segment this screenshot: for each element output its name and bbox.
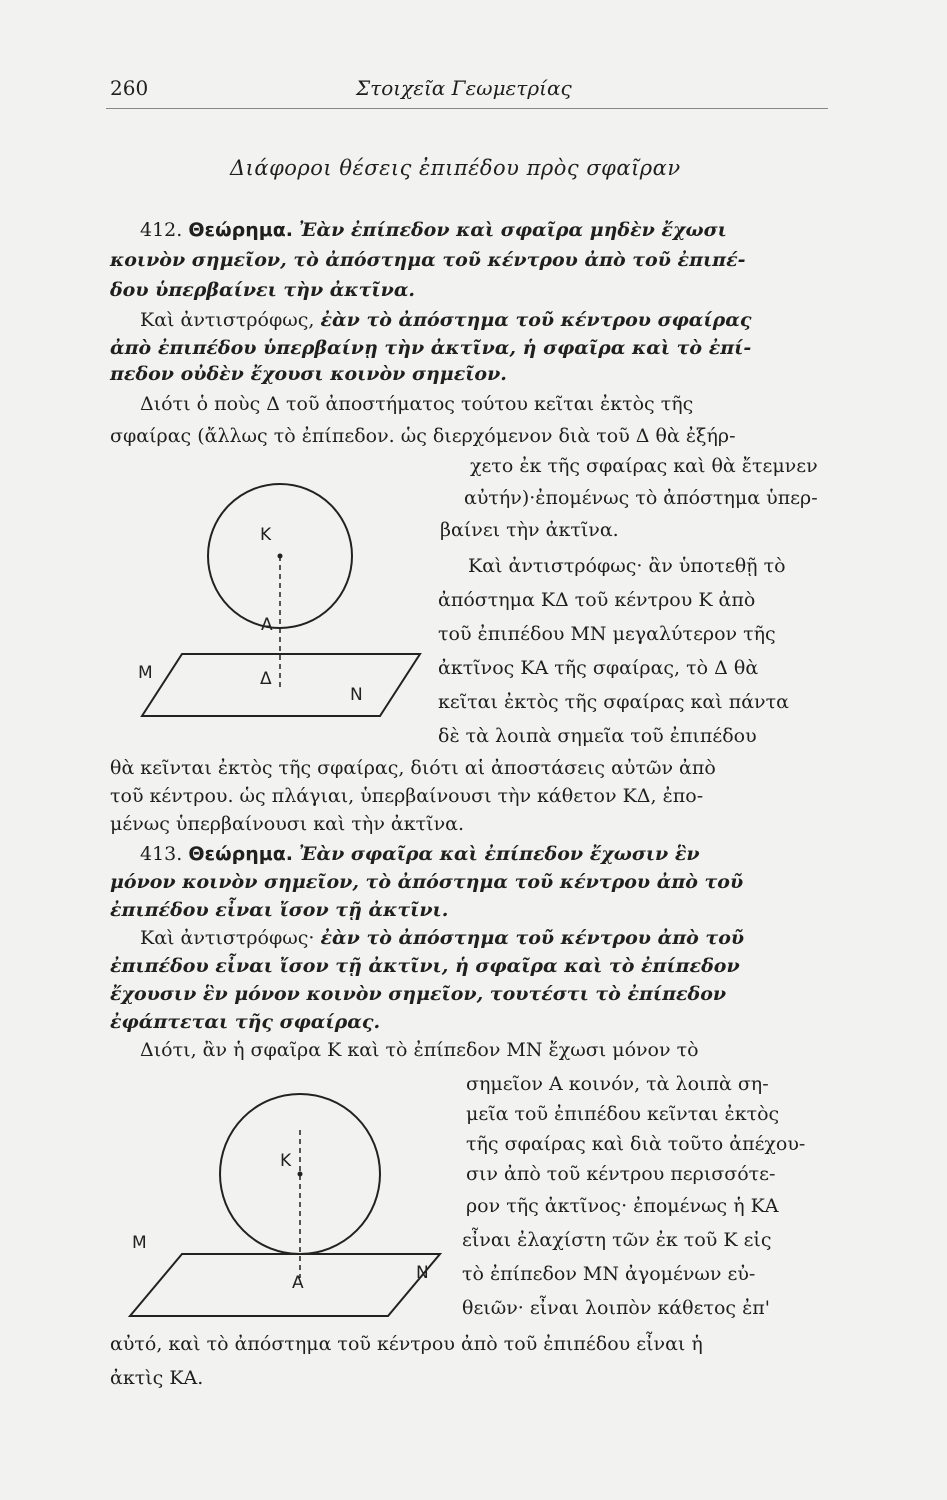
theorem-412-line-1: [140, 216, 727, 244]
proof-413-line: Διότι, ἂν ἡ σφαῖρα Κ καὶ τὸ ἐπίπεδον ΜΝ ἔχωσι μόνον τὸ: [140, 1039, 699, 1061]
plane-parallelogram: [142, 654, 420, 716]
proof-412-line: Καὶ ἀντιστρόφως· ἂν ὑποτεθῇ τὸ: [468, 555, 786, 577]
proof-412-line: βαίνει τὴν ἀκτῖνα.: [440, 519, 619, 541]
theorem-413-label: Θεώρημα.: [188, 843, 293, 865]
converse-413-line-4: ἐφάπτεται τῆς σφαίρας.: [110, 1011, 381, 1033]
proof-413-line: σημεῖον Α κοινόν, τὰ λοιπὰ ση-: [466, 1073, 769, 1095]
proof-412-line: τοῦ κέντρου. ὡς πλάγιαι, ὑπερβαίνουσι τὴν κάθετον ΚΔ, ἐπο-: [110, 785, 704, 807]
proof-412-line: θὰ κεῖνται ἐκτὸς τῆς σφαίρας, διότι αἱ ἀποστάσεις αὐτῶν ἀπὸ: [110, 757, 716, 779]
proof-412-line: ἀπόστημα ΚΔ τοῦ κέντρου Κ ἀπὸ: [438, 589, 756, 611]
figure-sphere-plane-tangent: [120, 1078, 460, 1318]
proof-412-line: Διότι ὁ ποὺς Δ τοῦ ἀποστήματος τούτου κεῖται ἐκτὸς τῆς: [140, 393, 694, 415]
theorem-412-label: Θεώρημα.: [188, 219, 293, 241]
proof-412-line: χετο ἐκ τῆς σφαίρας καὶ θὰ ἔτεμνεν: [470, 455, 818, 477]
proof-413-line: ρον τῆς ἀκτῖνος· ἐπομένως ἡ ΚΑ: [466, 1195, 779, 1217]
figure-sphere-plane-disjoint: [130, 464, 440, 724]
converse-413-line-1: [140, 924, 744, 952]
converse-413-line-3: ἔχουσιν ἓν μόνον κοινὸν σημεῖον, τουτέστι τὸ ἐπίπεδον: [110, 983, 727, 1005]
proof-413-line: τῆς σφαίρας καὶ διὰ τοῦτο ἀπέχου-: [466, 1133, 806, 1155]
proof-412-line: κεῖται ἐκτὸς τῆς σφαίρας καὶ πάντα: [438, 691, 789, 713]
proof-412-line: ἀκτῖνος ΚΑ τῆς σφαίρας, τὸ Δ θὰ: [438, 657, 759, 679]
label-k: Κ: [260, 525, 272, 545]
page-number: 260: [110, 76, 149, 100]
label-m: Μ: [132, 1233, 147, 1253]
plane-parallelogram: [130, 1254, 440, 1316]
running-title: Στοιχεῖα Γεωμετρίας: [356, 76, 572, 100]
converse-413-lead: Καὶ ἀντιστρόφως·: [140, 927, 315, 949]
proof-412-line: τοῦ ἐπιπέδου ΜΝ μεγαλύτερον τῆς: [438, 623, 776, 645]
theorem-412-number: 412.: [140, 219, 183, 241]
theorem-412-statement: Ἐὰν ἐπίπεδον καὶ σφαῖρα μηδὲν ἔχωσι: [299, 219, 727, 241]
label-k: Κ: [280, 1151, 292, 1171]
proof-413-line: θειῶν· εἶναι λοιπὸν κάθετος ἐπ': [462, 1297, 770, 1319]
proof-412-line: δὲ τὰ λοιπὰ σημεῖα τοῦ ἐπιπέδου: [438, 725, 757, 747]
label-a: Α: [292, 1273, 304, 1293]
proof-413-line: τὸ ἐπίπεδον ΜΝ ἀγομένων εὐ-: [462, 1263, 756, 1285]
header-rule: [106, 108, 828, 109]
theorem-413-number: 413.: [140, 843, 183, 865]
converse-412-line-3: πεδον οὐδὲν ἔχουσι κοινὸν σημεῖον.: [110, 363, 507, 385]
theorem-413-statement: Ἐὰν σφαῖρα καὶ ἐπίπεδον ἔχωσιν ἓν: [299, 843, 700, 865]
converse-412-line-2: ἀπὸ ἐπιπέδου ὑπερβαίνῃ τὴν ἀκτῖνα, ἡ σφαῖρα καὶ τὸ ἐπί-: [110, 337, 752, 359]
label-m: Μ: [138, 663, 153, 683]
proof-413-line: μεῖα τοῦ ἐπιπέδου κεῖνται ἐκτὸς: [466, 1103, 780, 1125]
section-title: Διάφοροι θέσεις ἐπιπέδου πρὸς σφαῖραν: [230, 156, 681, 180]
theorem-413-line-3: ἐπιπέδου εἶναι ἴσον τῇ ἀκτῖνι.: [110, 899, 449, 921]
converse-412-line-1: [140, 306, 751, 334]
proof-413-line: αὐτό, καὶ τὸ ἀπόστημα τοῦ κέντρου ἀπὸ τοῦ ἐπιπέδου εἶναι ἡ: [110, 1333, 703, 1355]
theorem-413-line-1: [140, 840, 700, 868]
converse-412-text: ἐὰν τὸ ἀπόστημα τοῦ κέντρου σφαίρας: [320, 309, 752, 331]
proof-412-line: αὐτήν)·ἐπομένως τὸ ἀπόστημα ὑπερ-: [464, 487, 818, 509]
proof-413-line: εἶναι ἐλαχίστη τῶν ἐκ τοῦ Κ εἰς: [462, 1229, 772, 1251]
theorem-412-line-3: δου ὑπερβαίνει τὴν ἀκτῖνα.: [110, 279, 416, 301]
label-a: Α: [261, 615, 273, 635]
converse-413-text: ἐὰν τὸ ἀπόστημα τοῦ κέντρου ἀπὸ τοῦ: [320, 927, 745, 949]
proof-413-line: ἀκτὶς ΚΑ.: [110, 1367, 204, 1389]
converse-412-lead: Καὶ ἀντιστρόφως,: [140, 309, 315, 331]
theorem-412-line-2: κοινὸν σημεῖον, τὸ ἀπόστημα τοῦ κέντρου ἀπὸ τοῦ ἐπιπέ-: [110, 249, 746, 271]
label-n: Ν: [416, 1263, 429, 1283]
label-n: Ν: [350, 685, 363, 705]
center-point-k: [298, 1172, 303, 1177]
theorem-413-line-2: μόνον κοινὸν σημεῖον, τὸ ἀπόστημα τοῦ κέντρου ἀπὸ τοῦ: [110, 871, 744, 893]
label-d: Δ: [260, 669, 272, 689]
proof-412-line: μένως ὑπερβαίνουσι καὶ τὴν ἀκτῖνα.: [110, 813, 464, 835]
proof-412-line: σφαίρας (ἄλλως τὸ ἐπίπεδον. ὡς διερχόμενον διὰ τοῦ Δ θὰ ἐξήρ-: [110, 425, 736, 447]
center-point-k: [278, 554, 283, 559]
converse-413-line-2: ἐπιπέδου εἶναι ἴσον τῇ ἀκτῖνι, ἡ σφαῖρα καὶ τὸ ἐπίπεδον: [110, 955, 740, 977]
proof-413-line: σιν ἀπὸ τοῦ κέντρου περισσότε-: [466, 1163, 776, 1185]
